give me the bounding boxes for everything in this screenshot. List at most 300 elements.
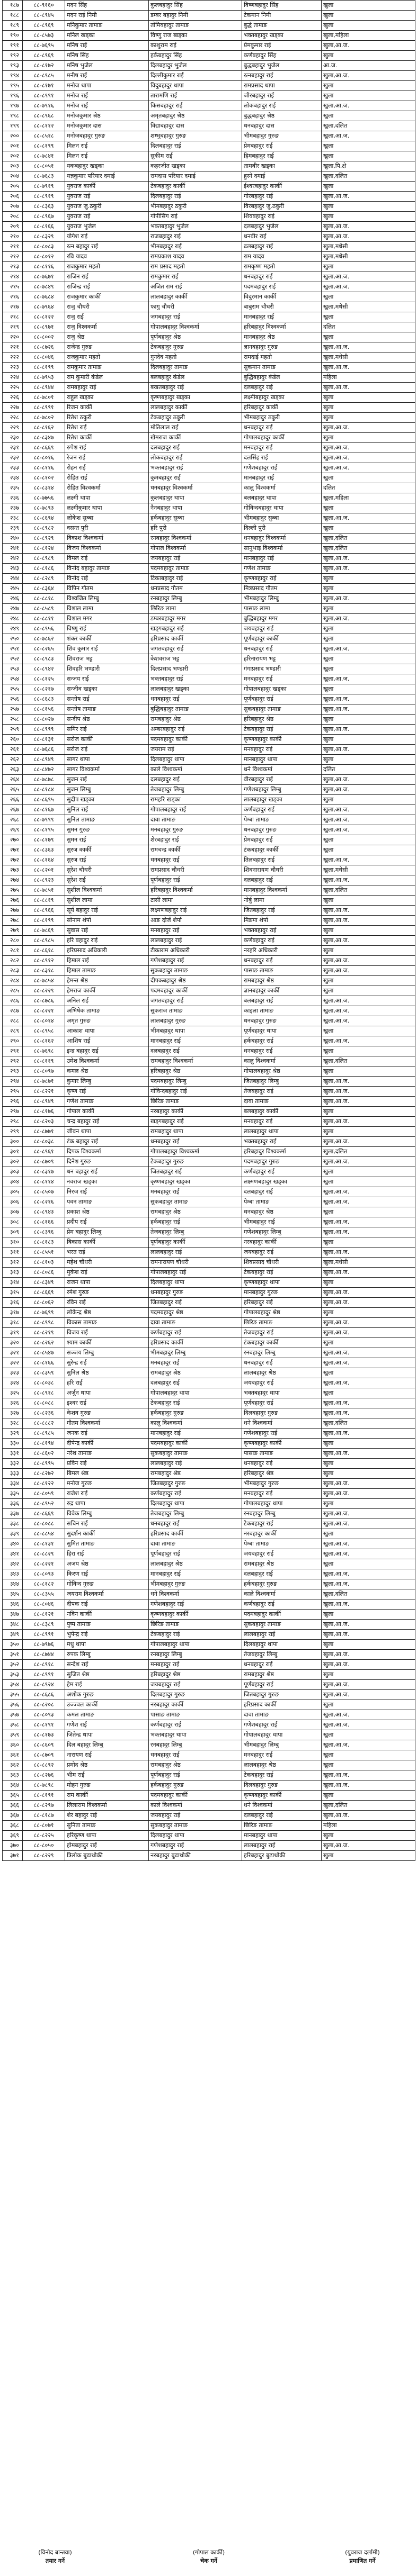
table-row bbox=[3, 1207, 415, 1217]
grandfather-name-cell: जयबहादुर राई bbox=[242, 1549, 322, 1559]
roll-number-cell: ८८-८२७२ bbox=[23, 1469, 65, 1479]
applied-group-cell: खुला,आ.ज. bbox=[322, 644, 415, 654]
table-row bbox=[3, 192, 415, 202]
grandfather-name-cell: प्रेमबहादुर राई bbox=[242, 835, 322, 845]
grandfather-name-cell: नरहरि अधिकारी bbox=[242, 946, 322, 956]
table-row bbox=[3, 1750, 415, 1760]
serial-number-cell: २४७ bbox=[3, 604, 23, 614]
father-name-cell: पूर्णबहादुर राई bbox=[149, 1549, 242, 1559]
roll-number-cell: ८८-८३४७ bbox=[23, 433, 65, 443]
father-name-cell: छिरिङ तामाङ bbox=[149, 1620, 242, 1630]
roll-number-cell: ८८-८२२१ bbox=[23, 1087, 65, 1097]
father-name-cell: रामबहादुर विश्वकर्मा bbox=[149, 1056, 242, 1066]
candidate-name-cell: अनिल राई bbox=[65, 996, 149, 1006]
applied-group-cell: दलित bbox=[322, 322, 415, 332]
father-name-cell: जयबहादुर राई bbox=[149, 1680, 242, 1690]
candidate-name-cell: अर्जुन थापा bbox=[65, 1388, 149, 1398]
candidate-name-cell: सन्जय राई bbox=[65, 674, 149, 684]
table-row bbox=[3, 704, 415, 715]
grandfather-name-cell: मानबहादुर थापा bbox=[242, 755, 322, 765]
candidate-name-cell: सुजित श्रेष्ठ bbox=[65, 1670, 149, 1680]
serial-number-cell: २८७ bbox=[3, 1006, 23, 1016]
table-row bbox=[3, 523, 415, 534]
roll-number-cell: ८८-८९७१ bbox=[23, 322, 65, 332]
applied-group-cell: खुला bbox=[322, 896, 415, 906]
table-row bbox=[3, 393, 415, 403]
father-name-cell: जितबहादुर राई bbox=[149, 1298, 242, 1308]
applied-group-cell: खुला bbox=[322, 624, 415, 634]
father-name-cell: रामचन्द्र कार्की bbox=[149, 845, 242, 855]
candidate-name-cell: होमबहादुर राई bbox=[65, 1841, 149, 1851]
grandfather-name-cell: टेकमान निमी bbox=[242, 11, 322, 21]
candidate-name-cell: सुमन गुरुङ bbox=[65, 825, 149, 835]
table-row bbox=[3, 1821, 415, 1831]
applied-group-cell: खुला,आ.ज. bbox=[322, 956, 415, 966]
serial-number-cell: ३१६ bbox=[3, 1298, 23, 1308]
grandfather-name-cell: भीमबहादुर सुब्बा bbox=[242, 513, 322, 523]
applied-group-cell: खुला,मधेसी bbox=[322, 352, 415, 363]
candidate-name-cell: युवराज राई bbox=[65, 192, 149, 202]
serial-number-cell: २७७ bbox=[3, 906, 23, 916]
father-name-cell: अजित राम राई bbox=[149, 282, 242, 292]
grandfather-name-cell: दिलबहादुर थापा bbox=[242, 1640, 322, 1650]
serial-number-cell: ३२२ bbox=[3, 1358, 23, 1368]
applied-group-cell: खुला,आ.ज. bbox=[322, 875, 415, 885]
applied-group-cell: खुला,आ.ज. bbox=[322, 1006, 415, 1016]
candidate-name-cell: सुदर्शन कार्की bbox=[65, 1529, 149, 1539]
applied-group-cell: खुला,आ.ज. bbox=[322, 1770, 415, 1780]
roll-number-cell: ८८-८५८९ bbox=[23, 604, 65, 614]
grandfather-name-cell: पासाङ लामा bbox=[242, 604, 322, 614]
applied-group-cell: खुला,आ.ज. bbox=[322, 1328, 415, 1338]
candidate-name-cell: विश्वजित लिम्बु bbox=[65, 594, 149, 604]
grandfather-name-cell: पदमबहादुर राई bbox=[242, 282, 322, 292]
candidate-name-cell: सन्देश राई bbox=[65, 1660, 149, 1670]
father-name-cell: रनबहादुर लिम्बु bbox=[149, 1740, 242, 1750]
father-name-cell: लालबहादुर राई bbox=[149, 936, 242, 946]
serial-number-cell: ३५५ bbox=[3, 1690, 23, 1700]
candidate-name-cell: शेर बहादुर राई bbox=[65, 1811, 149, 1821]
father-name-cell: भीमबहादुर ठकुरी bbox=[149, 202, 242, 212]
serial-number-cell: ३०० bbox=[3, 1137, 23, 1147]
candidate-name-cell: जितेन्द्र थापा bbox=[65, 1730, 149, 1740]
candidate-name-cell: लिलाराम विश्वकर्मा bbox=[65, 1801, 149, 1811]
roll-number-cell: ८८-८९४२ bbox=[23, 664, 65, 674]
father-name-cell: गोपीसिंग राई bbox=[149, 212, 242, 222]
candidate-name-cell: मनीष राई bbox=[65, 71, 149, 81]
serial-number-cell: ३३२ bbox=[3, 1459, 23, 1469]
father-name-cell: गणेशबहादुर राई bbox=[149, 1841, 242, 1851]
father-name-cell: कृष्णबहादुर कार्की bbox=[149, 1610, 242, 1620]
applied-group-cell: खुला,मधेसी bbox=[322, 252, 415, 262]
candidate-name-cell: मनोजबहादुर गुरुङ bbox=[65, 131, 149, 141]
applied-group-cell: खुला bbox=[322, 523, 415, 534]
candidate-name-cell: सुजन लिम्बु bbox=[65, 785, 149, 795]
roll-number-cell: ८८-८०३८ bbox=[23, 1378, 65, 1388]
table-row bbox=[3, 574, 415, 584]
applied-group-cell: खुला,आ.ज. bbox=[322, 272, 415, 282]
candidate-name-cell: रत्न बहादुर राई bbox=[65, 242, 149, 252]
serial-number-cell: २४४ bbox=[3, 574, 23, 584]
candidate-name-cell: जीवन थापा bbox=[65, 1127, 149, 1137]
father-name-cell: खड्गबहादुर राई bbox=[149, 1117, 242, 1127]
signature-name: (गोपाल कार्की) bbox=[192, 2549, 225, 2556]
grandfather-name-cell: धनबहादुर राई bbox=[242, 1459, 322, 1469]
applied-group-cell: खुला bbox=[322, 1529, 415, 1539]
serial-number-cell: ३२४ bbox=[3, 1378, 23, 1388]
candidate-name-cell: मनोजकुमार श्रेष्ठ bbox=[65, 111, 149, 121]
father-name-cell: गोपालबहादुर थापा bbox=[149, 1640, 242, 1650]
grandfather-name-cell: गणेशबहादुर लिम्बु bbox=[242, 1227, 322, 1237]
candidate-name-cell: विपिन गौतम bbox=[65, 584, 149, 594]
serial-number-cell: ३५९ bbox=[3, 1730, 23, 1740]
candidate-name-cell: सरोज राई bbox=[65, 745, 149, 755]
applied-group-cell: खुला,आ.ज. bbox=[322, 1841, 415, 1851]
serial-number-cell: २७२ bbox=[3, 855, 23, 865]
grandfather-name-cell: गणेशबहादुर राई bbox=[242, 1720, 322, 1730]
candidate-name-cell: मनोज थापा bbox=[65, 81, 149, 91]
grandfather-name-cell: लालबहादुर श्रेष्ठ bbox=[242, 1760, 322, 1770]
grandfather-name-cell: पूर्णबहादुर राई bbox=[242, 1398, 322, 1408]
grandfather-name-cell: मनबहादुर राई bbox=[242, 1117, 322, 1127]
father-name-cell: दलबहादुर राई bbox=[149, 1378, 242, 1388]
serial-number-cell: २८८ bbox=[3, 1016, 23, 1026]
candidate-name-cell: सागर विश्वकर्मा bbox=[65, 765, 149, 775]
father-name-cell: दिलबहादुर गुरुङ bbox=[149, 1690, 242, 1700]
roll-number-cell: ८८-८९२९ bbox=[23, 534, 65, 544]
applied-group-cell: खुला bbox=[322, 1177, 415, 1187]
table-row bbox=[3, 342, 415, 352]
table-row bbox=[3, 664, 415, 674]
serial-number-cell: २२१ bbox=[3, 342, 23, 352]
candidate-name-cell: युवराज जु.ठकुरी bbox=[65, 202, 149, 212]
father-name-cell: टिकाबहादुर राई bbox=[149, 574, 242, 584]
serial-number-cell: २३४ bbox=[3, 473, 23, 483]
roll-number-cell: ८८-७९५३ bbox=[23, 373, 65, 383]
table-row bbox=[3, 282, 415, 292]
grandfather-name-cell: मानबहादुर गुरुङ bbox=[242, 1288, 322, 1298]
applied-group-cell: खुला,आ.ज. bbox=[322, 1740, 415, 1750]
father-name-cell: कुमबहादुर राई bbox=[149, 473, 242, 483]
grandfather-name-cell: हरिबहादुर राई bbox=[242, 1298, 322, 1308]
applied-group-cell: खुला bbox=[322, 684, 415, 694]
candidate-name-cell: सन्तोष राई bbox=[65, 694, 149, 704]
table-row bbox=[3, 805, 415, 815]
applied-group-cell: खुला bbox=[322, 182, 415, 192]
table-row bbox=[3, 1519, 415, 1529]
father-name-cell: धनबहादुर राई bbox=[149, 855, 242, 865]
candidate-name-cell: मनिष राई bbox=[65, 41, 149, 51]
serial-number-cell: ३११ bbox=[3, 1248, 23, 1258]
roll-number-cell: ८८-८२६५ bbox=[23, 644, 65, 654]
roll-number-cell: ८८-८०८३ bbox=[23, 242, 65, 252]
serial-number-cell: २९० bbox=[3, 1036, 23, 1046]
father-name-cell: जयबहादुर राई bbox=[149, 1811, 242, 1821]
roll-number-cell: ८८-८१९१ bbox=[23, 1720, 65, 1730]
grandfather-name-cell: गोपालबहादुर थापा bbox=[242, 1499, 322, 1509]
table-row bbox=[3, 614, 415, 624]
grandfather-name-cell: तामबीर खड्का bbox=[242, 161, 322, 171]
applied-group-cell: खुला bbox=[322, 212, 415, 222]
roll-number-cell: ८८-८९९८ bbox=[23, 1318, 65, 1328]
applied-group-cell: खुला bbox=[322, 735, 415, 745]
candidate-name-cell: गणेश तामाङ bbox=[65, 1097, 149, 1107]
candidate-name-cell: हरि राई bbox=[65, 1378, 149, 1388]
serial-number-cell: २९३ bbox=[3, 1066, 23, 1077]
table-row bbox=[3, 272, 415, 282]
roll-number-cell: ८८-८७०९ bbox=[23, 1750, 65, 1760]
applied-group-cell: खुला bbox=[322, 202, 415, 212]
serial-number-cell: ३४७ bbox=[3, 1610, 23, 1620]
applied-group-cell: खुला bbox=[322, 1066, 415, 1077]
candidate-name-cell: सुनिता तामाङ bbox=[65, 1821, 149, 1831]
table-row bbox=[3, 564, 415, 574]
roll-number-cell: ८८-८२६२ bbox=[23, 1338, 65, 1348]
applied-group-cell: खुला,दलित bbox=[322, 121, 415, 131]
table-row bbox=[3, 1670, 415, 1680]
applied-group-cell: खुला,आ.ज. bbox=[322, 966, 415, 976]
serial-number-cell: २५० bbox=[3, 634, 23, 644]
grandfather-name-cell: पूर्णबहादुर कार्की bbox=[242, 634, 322, 644]
candidate-name-cell: राजकुमार कार्की bbox=[65, 292, 149, 302]
candidate-name-cell: रामकुमार तामाङ bbox=[65, 363, 149, 373]
grandfather-name-cell: पेम्बा तामाङ bbox=[242, 815, 322, 825]
candidate-name-cell: नरेश तामाङ bbox=[65, 1449, 149, 1459]
grandfather-name-cell: जयबहादुर राई bbox=[242, 1248, 322, 1258]
signature-approved-by bbox=[315, 2548, 410, 2565]
father-name-cell: लक्ष्मणबहादुर राई bbox=[149, 906, 242, 916]
table-row bbox=[3, 1127, 415, 1137]
father-name-cell: हर्कबहादुर गुरुङ bbox=[149, 1780, 242, 1791]
table-row bbox=[3, 111, 415, 121]
candidate-name-cell: रितेश कार्की bbox=[65, 433, 149, 443]
roll-number-cell: ८८-८९४९ bbox=[23, 1097, 65, 1107]
grandfather-name-cell: हरिनारायण भट्ट bbox=[242, 654, 322, 664]
father-name-cell: गुनदेव महतो bbox=[149, 352, 242, 363]
father-name-cell: टेकबहादुर गुरुङ bbox=[149, 1157, 242, 1167]
applied-group-cell: खुला,आ.ज. bbox=[322, 564, 415, 574]
applied-group-cell: खुला,आ.ज. bbox=[322, 1217, 415, 1227]
serial-number-cell: ३१५ bbox=[3, 1288, 23, 1298]
table-row bbox=[3, 1700, 415, 1710]
father-name-cell: रनबहादुर विश्वकर्मा bbox=[149, 534, 242, 544]
candidate-name-cell: बिमल श्रेष्ठ bbox=[65, 1469, 149, 1479]
father-name-cell: हर्कबहादुर सुब्बा bbox=[149, 513, 242, 523]
serial-number-cell: २१० bbox=[3, 232, 23, 242]
grandfather-name-cell: जितबहादुर गुरुङ bbox=[242, 1690, 322, 1700]
applied-group-cell: खुला,आ.ज. bbox=[322, 1429, 415, 1439]
table-row bbox=[3, 1630, 415, 1640]
father-name-cell: भीमबहादुर गुरुङ bbox=[149, 1579, 242, 1589]
candidate-name-cell: हरिप्रसाद अधिकारी bbox=[65, 946, 149, 956]
applied-group-cell: खुला,आ.ज. bbox=[322, 1660, 415, 1670]
applied-group-cell: खुला,दलित bbox=[322, 544, 415, 554]
serial-number-cell: २२४ bbox=[3, 373, 23, 383]
serial-number-cell: २५१ bbox=[3, 644, 23, 654]
grandfather-name-cell: पूर्णबहादुर राई bbox=[242, 694, 322, 704]
serial-number-cell: ३५३ bbox=[3, 1670, 23, 1680]
candidate-name-cell: सागर थापा bbox=[65, 755, 149, 765]
applied-group-cell: खुला bbox=[322, 1368, 415, 1378]
grandfather-name-cell: मनबहादुर राई bbox=[242, 1750, 322, 1760]
applied-group-cell: आ.ज. bbox=[322, 61, 415, 71]
table-row bbox=[3, 1217, 415, 1227]
grandfather-name-cell: कृष्णबहादुर थापा bbox=[242, 1278, 322, 1288]
table-row bbox=[3, 654, 415, 664]
grandfather-name-cell: दिल्ली पुरी bbox=[242, 523, 322, 534]
father-name-cell: जगतबहादुर राई bbox=[149, 996, 242, 1006]
grandfather-name-cell: दलबहादुर राई bbox=[242, 1811, 322, 1821]
father-name-cell: आङ दोर्जे शेर्पा bbox=[149, 916, 242, 926]
candidate-name-cell: मनिष भुजेल bbox=[65, 61, 149, 71]
father-name-cell: टेकबहादुर कार्की bbox=[149, 182, 242, 192]
roll-number-cell: ८८-८८८२ bbox=[23, 1418, 65, 1429]
roll-number-cell: ८८-८९६१ bbox=[23, 1147, 65, 1157]
serial-number-cell: २८१ bbox=[3, 946, 23, 956]
table-row bbox=[3, 212, 415, 222]
table-row bbox=[3, 1539, 415, 1549]
applied-group-cell: खुला bbox=[322, 845, 415, 855]
grandfather-name-cell: गंगाप्रसाद भण्डारी bbox=[242, 664, 322, 674]
table-row bbox=[3, 21, 415, 31]
grandfather-name-cell: भक्तबहादुर राई bbox=[242, 926, 322, 936]
father-name-cell: कर्णबहादुर राई bbox=[149, 1328, 242, 1338]
table-row bbox=[3, 926, 415, 936]
candidate-name-cell: गोपाल कार्की bbox=[65, 1107, 149, 1117]
grandfather-name-cell: कृष्णबहादुर कार्की bbox=[242, 1439, 322, 1449]
grandfather-name-cell: हरिबहादुर श्रेष्ठ bbox=[242, 715, 322, 725]
father-name-cell: राजबहादुर राई bbox=[149, 232, 242, 242]
applied-group-cell: खुला,दलित bbox=[322, 1418, 415, 1429]
applied-group-cell: खुला,आ.ज. bbox=[322, 745, 415, 755]
applied-group-cell: खुला bbox=[322, 312, 415, 322]
roll-number-cell: ८८-८१६६ bbox=[23, 1358, 65, 1368]
father-name-cell: पदमबहादुर तामाङ bbox=[149, 564, 242, 574]
father-name-cell: दिल्लीकुमार राई bbox=[149, 71, 242, 81]
grandfather-name-cell: मनबहादुर राई bbox=[242, 443, 322, 453]
father-name-cell: टासी लामा bbox=[149, 896, 242, 906]
candidate-name-cell: सुमित तामाङ bbox=[65, 1539, 149, 1549]
grandfather-name-cell: भीमबहादुर गुरुङ bbox=[242, 1479, 322, 1489]
candidate-name-cell: राजु श्रेष्ठ bbox=[65, 332, 149, 342]
applied-group-cell: खुला,आ.ज. bbox=[322, 1509, 415, 1519]
roll-number-cell: ८८-८६६९ bbox=[23, 1288, 65, 1298]
father-name-cell: रामबहादुर श्रेष्ठ bbox=[149, 1368, 242, 1378]
serial-number-cell: ३५१ bbox=[3, 1650, 23, 1660]
candidate-name-cell: युवराज राई bbox=[65, 212, 149, 222]
serial-number-cell: ३६२ bbox=[3, 1760, 23, 1770]
father-name-cell: काले विश्वकर्मा bbox=[149, 765, 242, 775]
candidate-name-cell: भीम राई bbox=[65, 1770, 149, 1780]
grandfather-name-cell: लालबहादुर श्रेष्ठ bbox=[242, 1368, 322, 1378]
roll-number-cell: ८८-७६८३ bbox=[23, 171, 65, 182]
serial-number-cell: २६१ bbox=[3, 745, 23, 755]
table-row bbox=[3, 1107, 415, 1117]
candidate-name-cell: सुरेश चौधरी bbox=[65, 865, 149, 875]
father-name-cell: धनबहादुर विश्वकर्मा bbox=[149, 483, 242, 493]
serial-number-cell: २१२ bbox=[3, 252, 23, 262]
roll-number-cell: ८८-८२२९ bbox=[23, 986, 65, 996]
father-name-cell: लोकबहादुर राई bbox=[149, 453, 242, 463]
table-row bbox=[3, 1117, 415, 1127]
father-name-cell: काशुराम राई bbox=[149, 41, 242, 51]
serial-number-cell: ३०९ bbox=[3, 1227, 23, 1237]
applied-group-cell: खुला bbox=[322, 1439, 415, 1449]
serial-number-cell: २५४ bbox=[3, 674, 23, 684]
applied-group-cell: खुला,आ.ज. bbox=[322, 1016, 415, 1026]
father-name-cell: गणेशबहादुर राई bbox=[149, 1599, 242, 1610]
table-row bbox=[3, 1147, 415, 1157]
roll-number-cell: ८८-८६६९ bbox=[23, 1509, 65, 1519]
roll-number-cell: ८८-८०५१ bbox=[23, 161, 65, 171]
roll-number-cell: ८८-८९४३ bbox=[23, 1207, 65, 1217]
applied-group-cell: खुला,आ.ज. bbox=[322, 41, 415, 51]
roll-number-cell: ८८-८९२३ bbox=[23, 875, 65, 885]
roll-number-cell: ८८-७८०२ bbox=[23, 413, 65, 423]
roll-number-cell: ८८-८१७२ bbox=[23, 61, 65, 71]
table-row bbox=[3, 453, 415, 463]
applied-group-cell: खुला bbox=[322, 1760, 415, 1770]
roll-number-cell: ८८-७९६४ bbox=[23, 302, 65, 312]
grandfather-name-cell: रामबहादुर श्रेष्ठ bbox=[242, 1559, 322, 1569]
applied-group-cell: खुला,आ.ज. bbox=[322, 1650, 415, 1660]
father-name-cell: जयबहादुर राई bbox=[149, 554, 242, 564]
roll-number-cell: ८८-८२०१ bbox=[23, 865, 65, 875]
table-row bbox=[3, 503, 415, 513]
grandfather-name-cell: जयबहादुर राई bbox=[242, 624, 322, 634]
serial-number-cell: २५५ bbox=[3, 684, 23, 694]
table-row bbox=[3, 1620, 415, 1630]
applied-group-cell: खुला bbox=[322, 1791, 415, 1801]
applied-group-cell: खुला bbox=[322, 1237, 415, 1248]
grandfather-name-cell: रामकृष्ण महतो bbox=[242, 262, 322, 272]
applied-group-cell: खुला,आ.ज. bbox=[322, 825, 415, 835]
grandfather-name-cell: धनबहादुर विश्वकर्मा bbox=[242, 534, 322, 544]
roll-number-cell: ८८-८३८९ bbox=[23, 1620, 65, 1630]
grandfather-name-cell: बुद्धबहादुर श्रेष्ठ bbox=[242, 111, 322, 121]
applied-group-cell: खुला,आ.ज. bbox=[322, 775, 415, 785]
serial-number-cell: २५८ bbox=[3, 715, 23, 725]
grandfather-name-cell: वीरबहादुर राई bbox=[242, 775, 322, 785]
applied-group-cell: खुला bbox=[322, 584, 415, 594]
applied-group-cell: खुला bbox=[322, 1851, 415, 1861]
applied-group-cell: खुला,आ.ज. bbox=[322, 594, 415, 604]
candidate-name-cell: शिवहरि भण्डारी bbox=[65, 664, 149, 674]
table-row bbox=[3, 1549, 415, 1559]
father-name-cell: धनबहादुर राई bbox=[149, 1750, 242, 1760]
roll-number-cell: ८८-८३५५ bbox=[23, 1589, 65, 1599]
roll-number-cell: ८८-७९९९ bbox=[23, 815, 65, 825]
candidate-name-cell: गणेश राई bbox=[65, 1720, 149, 1730]
father-name-cell: छिरिङ लामा bbox=[149, 604, 242, 614]
table-row bbox=[3, 865, 415, 875]
table-row bbox=[3, 544, 415, 554]
father-name-cell: लालबहादुर श्रेष्ठ bbox=[149, 1559, 242, 1569]
father-name-cell: रनबहादुर लिम्बु bbox=[149, 594, 242, 604]
serial-number-cell: २२९ bbox=[3, 423, 23, 433]
father-name-cell: गोपालबहादुर थापा bbox=[149, 1388, 242, 1398]
grandfather-name-cell: शिवप्रसाद चौधरी bbox=[242, 1258, 322, 1268]
applied-group-cell: खुला,आ.ज. bbox=[322, 363, 415, 373]
roll-number-cell: ८८-७६८६ bbox=[23, 745, 65, 755]
table-row bbox=[3, 1248, 415, 1258]
roll-number-cell: ८८-८१८३ bbox=[23, 1237, 65, 1248]
applied-group-cell: खुला,आ.ज. bbox=[322, 1077, 415, 1087]
grandfather-name-cell: टंकबहादुर कार्की bbox=[242, 1338, 322, 1348]
roll-number-cell: ८८-८३५९ bbox=[23, 1368, 65, 1378]
serial-number-cell: २९६ bbox=[3, 1097, 23, 1107]
table-row bbox=[3, 131, 415, 141]
